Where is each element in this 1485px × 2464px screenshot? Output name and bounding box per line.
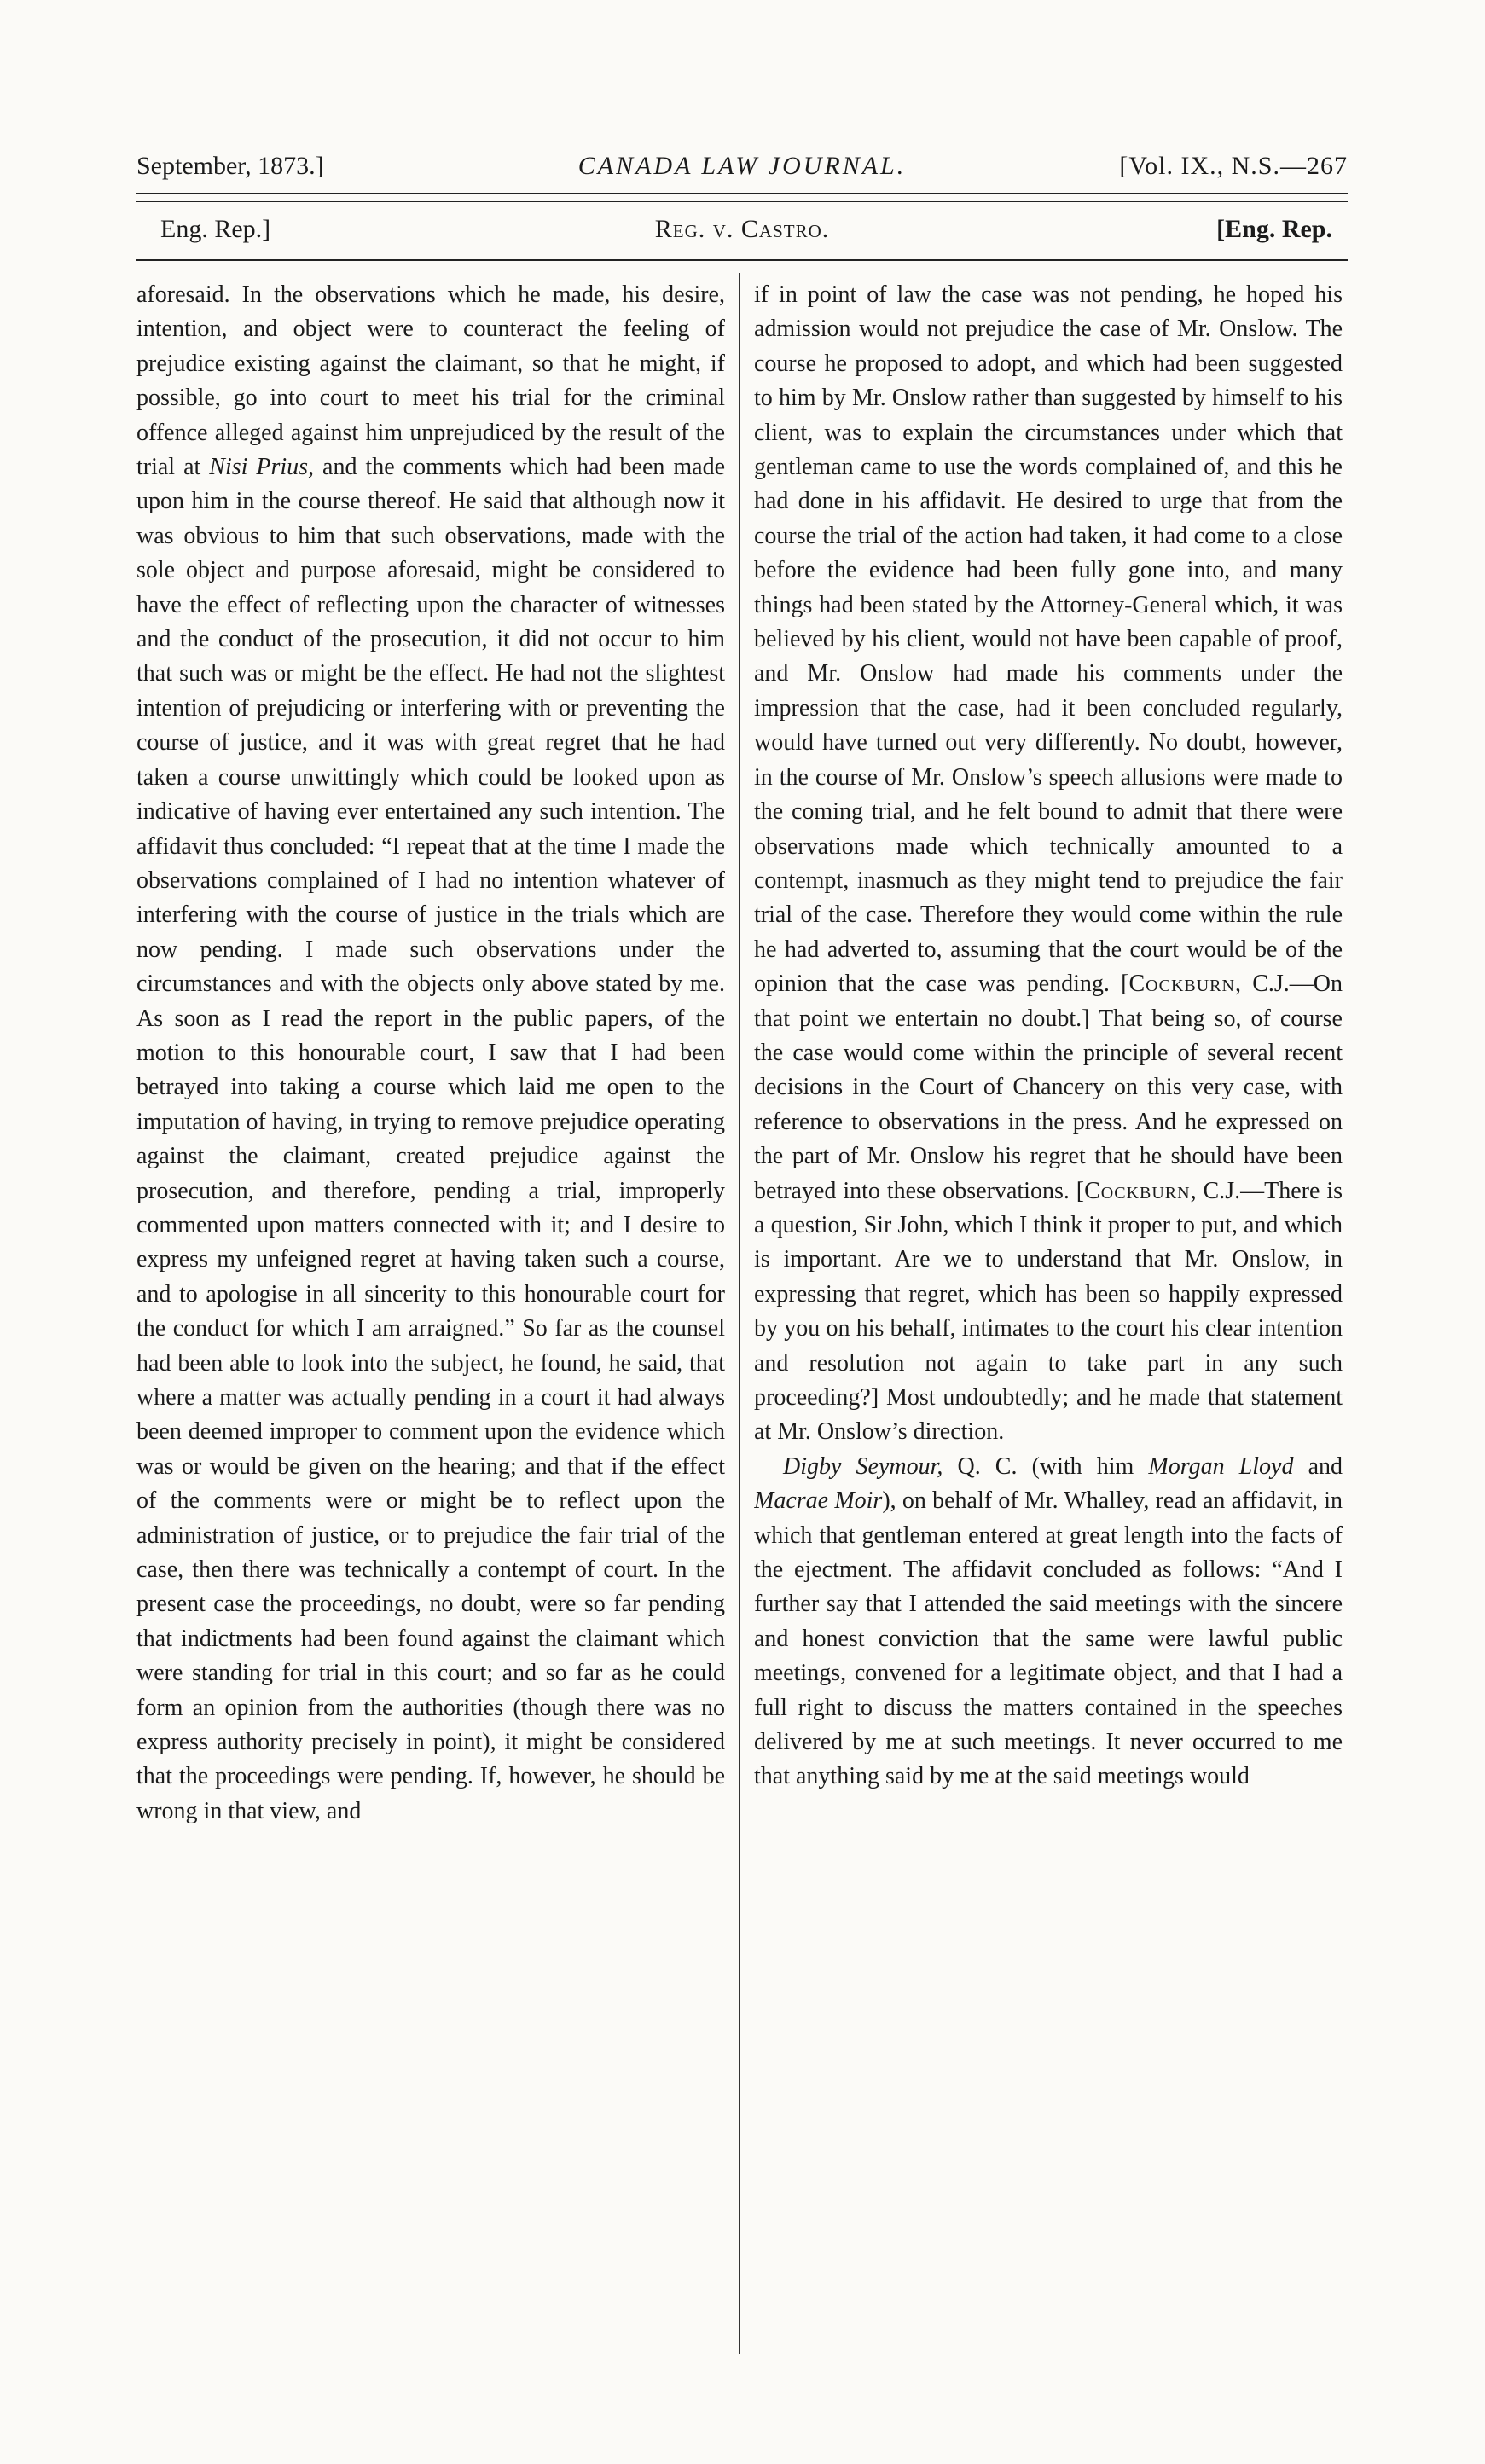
header-rule — [136, 259, 1348, 261]
journal-title: CANADA LAW JOURNAL. — [577, 152, 907, 180]
left-column — [136, 278, 725, 2342]
right-text-e: and — [1293, 1452, 1343, 1480]
right-text-d: Q. C. (with him — [943, 1452, 1149, 1480]
left-text-b: and the comments which had been made upon him in the course thereof. He said that although now it was obvious to him that such observations, made with the sole object and purpose aforesaid, might be considered to have the effect of reflecting upon the character of witnesses and the conduct of the prosecution, it did not occur to him that such was or might be the effect. He had not the slightest intention of prejudicing or interfering with or preventing the course of justice, and it was with great regret that he had taken a course unwittingly which could be looked upon as indicative of having ever entertained any such intention. The affidavit thus concluded: “I repeat that at the time I made the observations complained of I had no intention whatever of interfering with the course of justice in the trials which are now pending. I made such observations under the circumstances and with the objects only above stated by me. As soon as I read the report in the public papers, of the motion to this honourable court, I saw that I had been betrayed into taking a course which laid me open to the imputation of having, in trying to remove prejudice operating against the claimant, created prejudice against the prosecution, and therefore, pending a trial, improperly commented upon matters connected with it; and I desire to express my unfeigned regret at having taken such a course, and to apologise in all sincerity to this honourable court for the conduct for which I am arraigned.” So far as the counsel had been able to look into the subject, he found, he said, that where a matter was actually pending in a court it had always been deemed improper to comment upon the evidence which was or would be given on the hearing; and that if the effect of the comments were or might be to reflect upon the administration of justice, or to prejudice the fair trial of the case, then there was technically a contempt of court. In the present case the proceedings, no doubt, were so far pending that indictments had been found against the claimant which were standing for trial in this court; and so far as he could form an opinion from the authorities (though there was no express authority precisely in point), it might be considered that the proceedings were pending. If, however, he should be wrong in that view, and — [136, 454, 725, 1824]
column-divider — [739, 273, 740, 2354]
running-head — [136, 145, 1348, 188]
right-paragraph-2 — [754, 1450, 1343, 1794]
issue-date: September, 1873.] — [136, 152, 324, 180]
case-header-left: Eng. Rep.] — [160, 215, 271, 243]
right-column — [754, 278, 1343, 2342]
counsel-name: Morgan Lloyd — [1148, 1452, 1294, 1480]
right-text-c: , C.J.—There is a question, Sir John, which I think it proper to put, and which is important. Are we to understand that Mr. Onslow, in expressing that regret, which has been so happily expressed by you on his behalf, intimates to the court his clear intention and resolution not again to take part in any such proceeding?] Most undoubtedly; and he made that statement at Mr. Onslow’s direction. — [754, 1177, 1343, 1446]
case-header-title: Reg. v. Castro. — [654, 215, 830, 243]
header-double-rule — [136, 193, 1348, 202]
right-text-f: ), on behalf of Mr. Whalley, read an affidavit, in which that gentleman entered at great length into the facts of the ejectment. The affidavit concluded as follows: “And I further say that I attended the said meetings with the sincere and honest conviction that the same were lawful public meetings, convened for a legitimate object, and that I had a full right to discuss the matters contained in the speeches delivered by me at such meetings. It never occurred to me that anything said by me at the said meetings would — [754, 1487, 1343, 1790]
right-text-a: if in point of law the case was not pending, he hoped his admission would not prejudice the case of Mr. Onslow. The course he proposed to adopt, and which had been suggested to him by Mr. Onslow rather than suggested by himself to his client, was to explain the circumstances under which that gentleman came to use the words complained of, and this he had done in his affidavit. He desired to urge that from the course the trial of the action had taken, it had come to a close before the evidence had been fully gone into, and many things had been stated by the Attorney-General which, it was believed by his client, would not have been capable of proof, and Mr. Onslow had made his comments under the impression that the case, had it been concluded regularly, would have turned out very differently. No doubt, however, in the course of Mr. Onslow’s speech allusions were made to the coming trial, and he felt bound to admit that there were observations made which technically amounted to a contempt, inasmuch as they might tend to prejudice the fair trial of the case. Therefore they would come within the rule he had adverted to, assuming that the court would be of the opinion that the case was pending. [ — [754, 281, 1343, 998]
case-header-right: [Eng. Rep. — [1216, 215, 1332, 243]
judge-name: Cockburn — [1084, 1177, 1191, 1204]
left-text-a: aforesaid. In the observations which he made, his desire, intention, and object were to counteract the feeling of prejudice existing against the claimant, so that he might, if possible, go into court to meet his trial for the criminal offence alleged against him unprejudiced by the result of the trial at — [136, 281, 725, 481]
judge-name: Cockburn — [1128, 971, 1235, 998]
counsel-name: Digby Seymour, — [783, 1452, 943, 1480]
nisi-prius-term: Nisi Prius, — [209, 454, 315, 481]
counsel-name: Macrae Moir — [754, 1487, 883, 1515]
right-text-b: , C.J.—On that point we entertain no doubt.] That being so, of course the case would come within the principle of several recent decisions in the Court of Chancery on this very case, with reference to observations in the press. And he expressed on the part of Mr. Onslow his regret that he should have been betrayed into these observations. [ — [754, 971, 1343, 1204]
left-paragraph — [136, 278, 725, 1829]
right-paragraph-1 — [754, 278, 1343, 1450]
volume-page-number: [Vol. IX., N.S.—267 — [1119, 152, 1348, 180]
case-header — [136, 208, 1348, 251]
